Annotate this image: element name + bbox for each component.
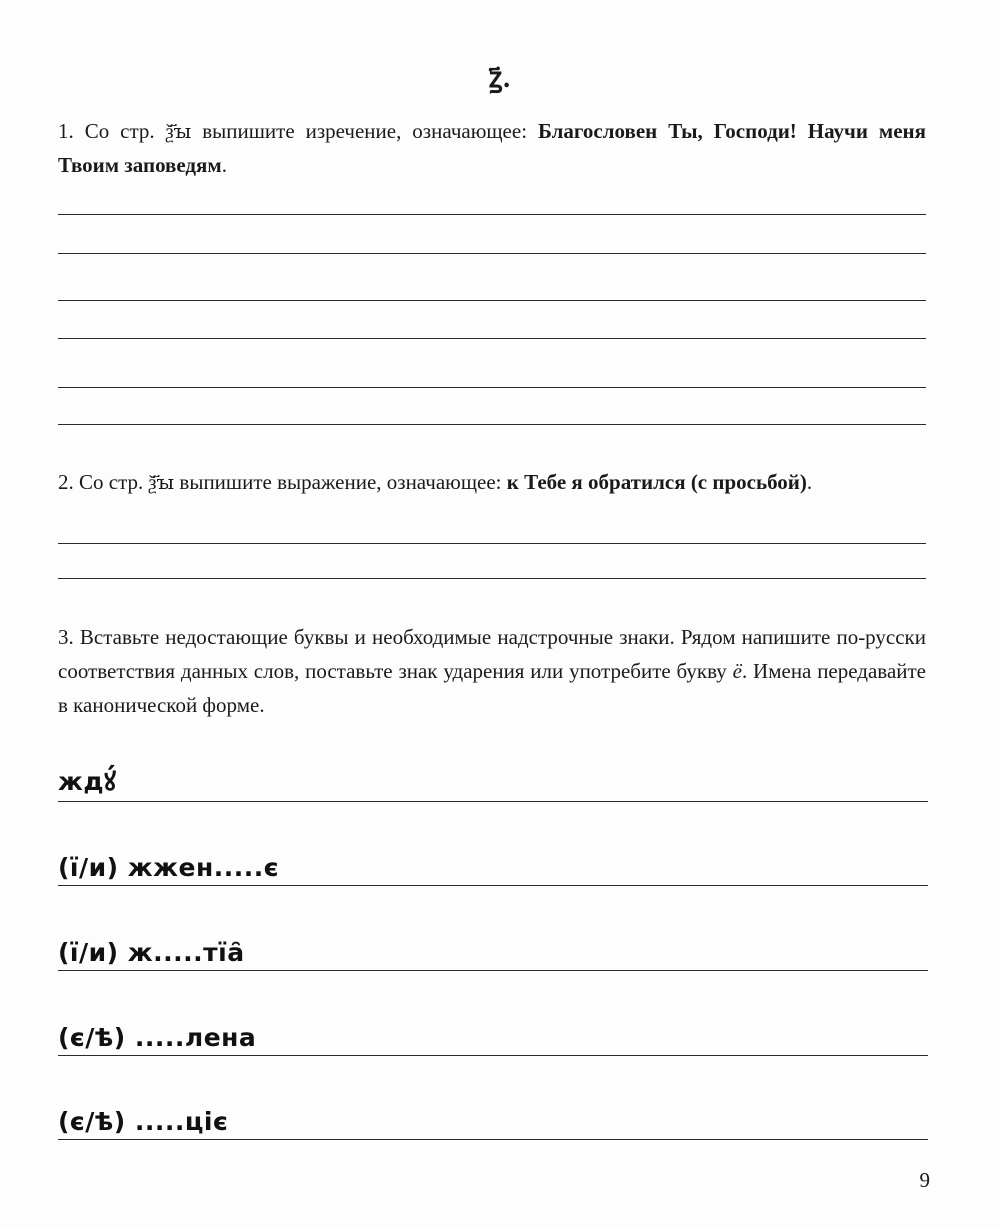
question-1 [58, 114, 926, 182]
question-3-text-before: 3. Вставьте недостающие буквы и необходимые надстрочные знаки. Рядом напишите по-русски соответствия данных слов, поставьте знак ударения или употребите букву [58, 625, 926, 683]
word-answer-line [58, 801, 928, 802]
question-2 [58, 465, 926, 499]
question-3-text-after: . Имена передавайте в канонической форме. [58, 659, 926, 717]
question-1-prefix: 1. Со стр. [58, 119, 166, 143]
answer-line-6[interactable] [58, 424, 926, 425]
page-number: 9 [919, 1168, 930, 1192]
word-item-text: (є/ѣ) .....лена [58, 1023, 257, 1052]
question-3 [58, 620, 926, 722]
question-2-page-ref: ѯ҃ꙑ [148, 470, 175, 494]
word-item-text: ждꙋ́ [58, 767, 117, 796]
answer-line-4[interactable] [58, 338, 926, 339]
question-2-phrase: к Тебе я обратился (с просьбой) [506, 470, 807, 494]
answer-line-1[interactable] [58, 214, 926, 215]
word-row-5[interactable] [58, 1090, 928, 1140]
question-1-phrase: Благословен Ты, Господи! Научи меня Твоим заповедям [58, 119, 926, 177]
question-2-suffix: . [806, 470, 813, 494]
word-row-1[interactable] [58, 752, 928, 802]
word-item-text: (є/ѣ) .....ціє [58, 1107, 229, 1136]
word-answer-line [58, 1139, 928, 1140]
question-1-suffix: . [221, 153, 227, 177]
word-item-text: (ї/и) ж.....тїа̑ [58, 938, 245, 967]
question-1-page-ref: ѯ҃ꙑ [165, 119, 192, 143]
answer-line-7[interactable] [58, 543, 926, 544]
word-item-text: (ї/и) жжен.....є [58, 853, 280, 882]
word-answer-line [58, 1055, 928, 1056]
answer-line-3[interactable] [58, 300, 926, 301]
answer-line-2[interactable] [58, 253, 926, 254]
word-answer-line [58, 885, 928, 886]
question-2-middle: выпишите выражение, означающее: [174, 470, 507, 494]
section-numeral: ꙁ҃. [488, 63, 512, 94]
word-row-2[interactable] [58, 836, 928, 886]
word-row-3[interactable] [58, 921, 928, 971]
word-row-4[interactable] [58, 1006, 928, 1056]
question-3-italic-letter: ё [732, 659, 742, 683]
question-2-prefix: 2. Со стр. [58, 470, 149, 494]
word-answer-line [58, 970, 928, 971]
question-1-middle: выпишите изречение, означающее: [191, 119, 538, 143]
answer-line-8[interactable] [58, 578, 926, 579]
answer-line-5[interactable] [58, 387, 926, 388]
